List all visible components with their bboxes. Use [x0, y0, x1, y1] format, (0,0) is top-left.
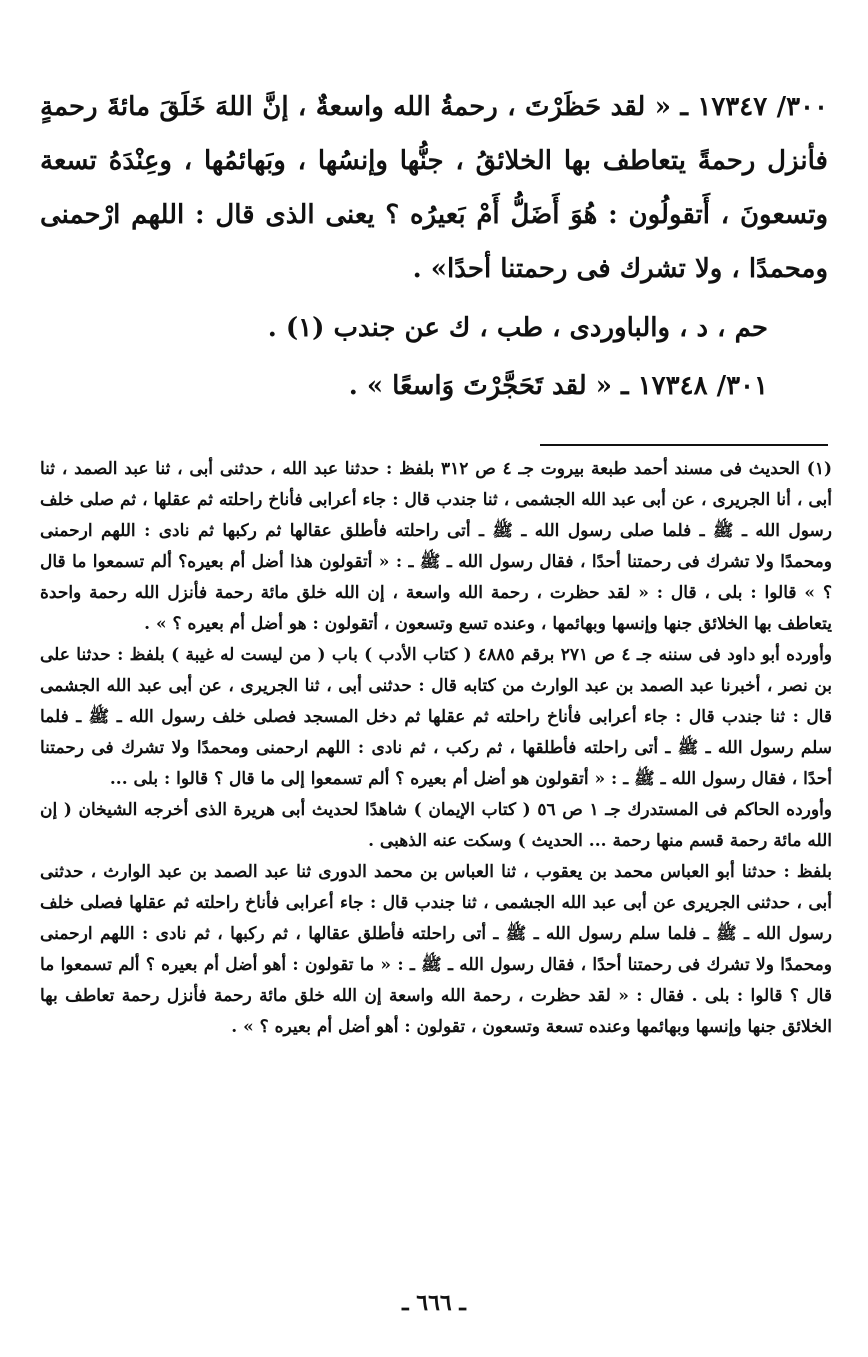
hadith-17347-sources: حم ، د ، والباوردى ، طب ، ك عن جندب (١) . — [267, 313, 768, 343]
footnotes — [40, 454, 832, 1043]
page-number: ـ ٦٦٦ ـ — [402, 1290, 466, 1316]
hadith-17348: ٣٠١/ ١٧٣٤٨ ـ « لقد تَحَجَّرْتَ وَاسعًا » . — [348, 371, 768, 401]
footnote-paragraph: بلفظ : حدثنا أبو العباس محمد بن يعقوب ، ثنا العباس بن محمد الدورى ثنا عبد الصمد بن عبد الوارث ، حدثنى أبى ، حدثنى الجريرى عن أبى عبد الله الجشمى ، ثنا جندب قال : جاء أعرابى فأناخ راحلته ثم عقلها فصلى خلف رسول الله ـ ﷺ ـ فلما سلم رسول الله ـ ﷺ ـ أتى راحلته فأطلق عقالها ، ثم ركبها ، ثم نادى : اللهم ارحمنى ومحمدًا ولا تشرك فى رحمتنا أحدًا ، فقال رسول الله ـ ﷺ ـ : « ما تقولون : أهو أضل أم بعيره ؟ ألم تسمعوا ما قال ؟ قالوا : بلى . فقال : « لقد حظرت ، رحمة الله واسعة إن الله خلق مائة رحمة فأنزل رحمة تعاطف بها الخلائق جنها وإنسها وبهائمها وعنده تسعة وتسعون ، تقولون : أهو أضل أم بعيره ؟ » . — [40, 862, 832, 1037]
footnote-divider — [540, 444, 828, 446]
footnote-paragraph: وأورده أبو داود فى سننه جـ ٤ ص ٢٧١ برقم ٤٨٨٥ ( كتاب الأدب ) باب ( من ليست له غيبة ) بلفظ : حدثنا على بن نصر ، أخبرنا عبد الصمد بن عبد الوارث من كتابه قال : حدثنى أبى ، ثنا الجريرى ، عن أبى عبد الله الجشمى قال : ثنا جندب قال : جاء أعرابى فأناخ راحلته ثم عقلها ثم دخل المسجد فصلى خلف رسول الله ـ ﷺ ـ فلما سلم رسول الله ـ ﷺ ـ أتى راحلته فأطلقها ، ثم ركب ، ثم نادى : اللهم ارحمنى ومحمدًا ولا تشرك فى رحمتنا أحدًا ، فقال رسول الله ـ ﷺ ـ : « أتقولون هو أضل أم بعيره ؟ ألم تسمعوا إلى ما قال ؟ قالوا : بلى ... — [40, 645, 833, 789]
hadith-17347-text: ٣٠٠/ ١٧٣٤٧ ـ « لقد حَظَرْتَ ، رحمةُ الله واسعةٌ ، إنَّ اللهَ خَلَقَ مائةَ رحمةٍ فأنزل رحمةً يتعاطف بها الخلائقُ ، جنُّها وإنسُها ، وبَهائمُها ، وعِنْدَهُ تسعة وتسعونَ ، أَتقولُون : هُوَ أَضَلُّ أَمْ بَعيرُه ؟ يعنى الذى قال : اللهم ارْحمنى ومحمدًا ، ولا تشرك فى رحمتنا أحدًا» . — [40, 92, 828, 284]
footnote-paragraph: وأورده الحاكم فى المستدرك جـ ١ ص ٥٦ ( كتاب الإيمان ) شاهدًا لحديث أبى هريرة الذى أخرجه الشيخان ( إن الله مائة رحمة قسم منها رحمة ... الحديث ) وسكت عنه الذهبى . — [40, 800, 833, 851]
hadith-17347 — [40, 80, 828, 296]
footnote-paragraph: (١) الحديث فى مسند أحمد طبعة بيروت جـ ٤ ص ٣١٢ بلفظ : حدثنا عبد الله ، حدثنى أبى ، ثنا عبد الصمد ، ثنا أبى ، أنا الجريرى ، عن أبى عبد الله الجشمى ، ثنا جندب قال : جاء أعرابى فأناخ راحلته ثم عقلها ، ثم صلى خلف رسول الله ـ ﷺ ـ فلما صلى رسول الله ـ ﷺ ـ أتى راحلته فأطلق عقالها ثم ركبها ثم نادى : اللهم ارحمنى ومحمدًا ولا تشرك فى رحمتنا أحدًا ، فقال رسول الله ـ ﷺ ـ : « أتقولون هذا أضل أم بعيره؟ ألم تسمعوا ما قال ؟ » قالوا : بلى ، قال : « لقد حظرت ، رحمة الله واسعة ، إن الله خلق مائة رحمة فأنزل الله رحمة واحدة يتعاطف بها الخلائق جنها وإنسها وبهائمها ، وعنده تسع وتسعون ، أتقولون : هو أضل أم بعيره ؟ » . — [40, 459, 832, 634]
